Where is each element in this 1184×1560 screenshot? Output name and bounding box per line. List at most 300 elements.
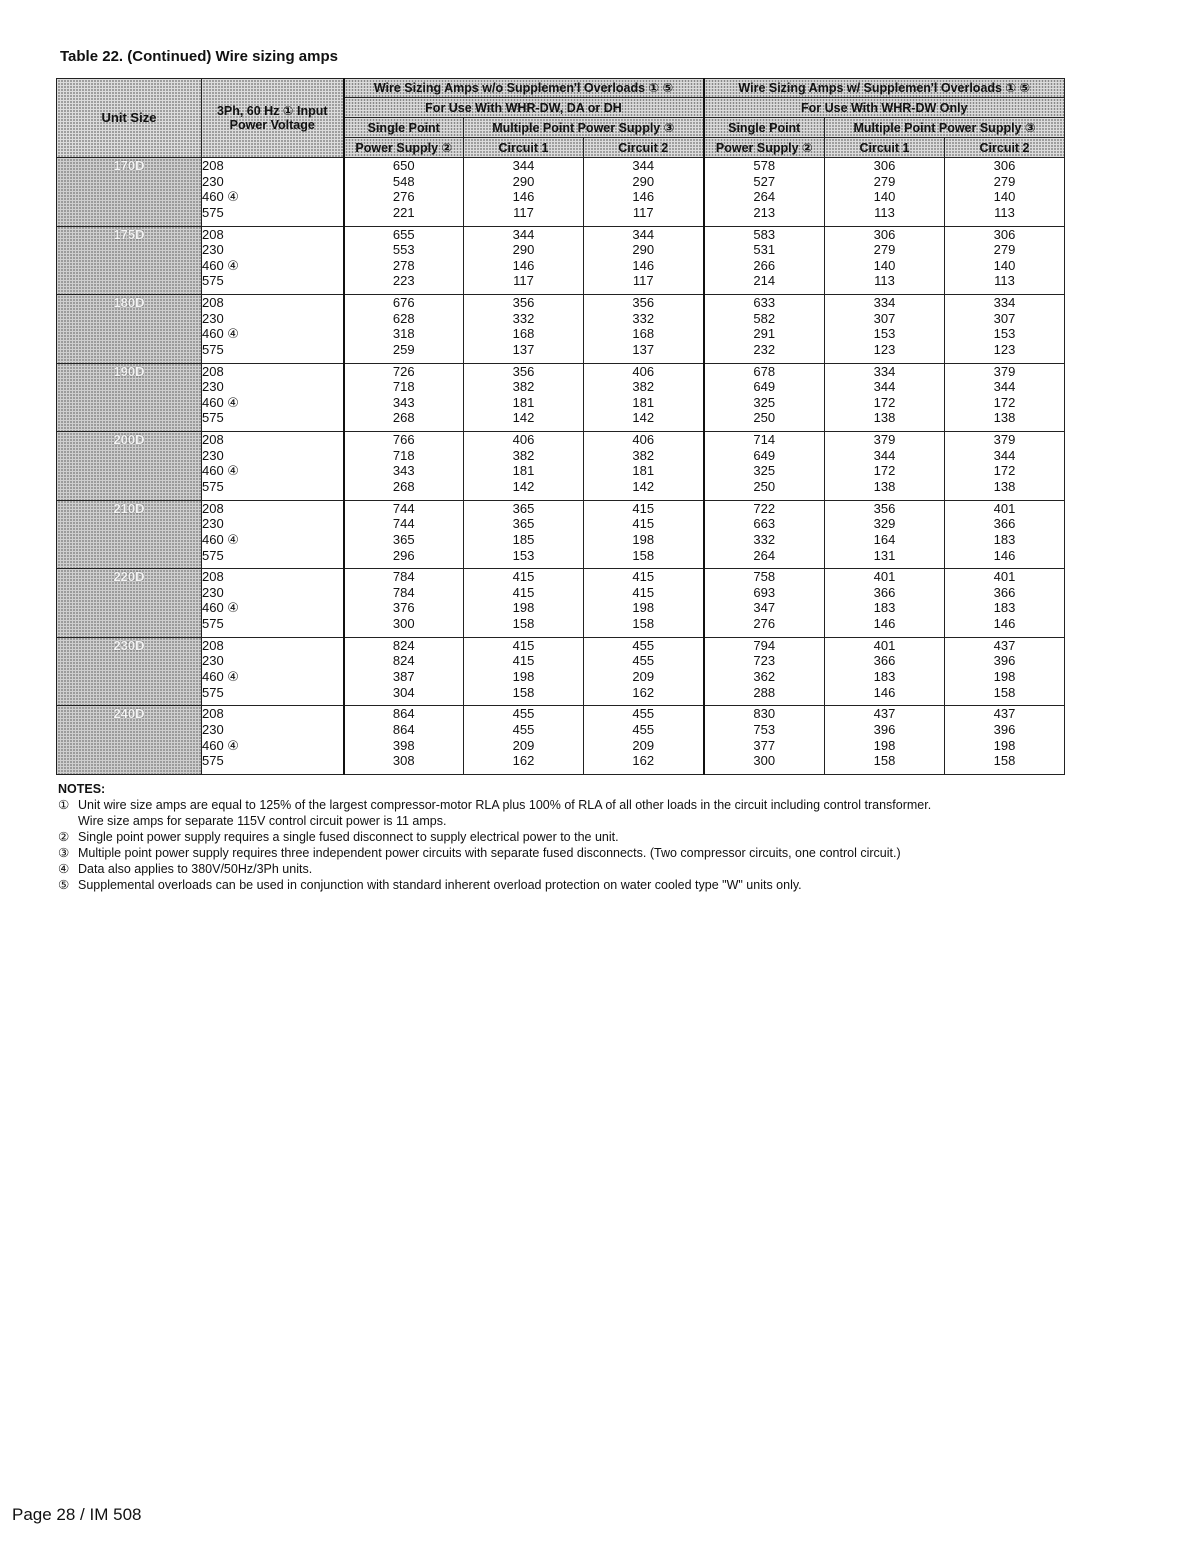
note-4: [58, 861, 1058, 877]
unit-size-cell: 190D: [57, 363, 202, 432]
amp-value: 455: [512, 706, 535, 722]
amp-value: 168: [512, 326, 535, 342]
amp-value: 362: [753, 669, 776, 685]
amp-value: 164: [873, 531, 896, 547]
amp-value: 794: [753, 637, 776, 653]
amp-value: 379: [993, 432, 1016, 448]
amp-value: 744: [392, 500, 415, 516]
amp-value: 172: [873, 463, 896, 479]
voltage-value: 575: [202, 204, 224, 220]
amp-value: 830: [753, 706, 776, 722]
amp-value: 379: [873, 432, 896, 448]
unit-size-cell: 230D: [57, 637, 202, 706]
amp-value: 304: [392, 684, 415, 700]
amp-value: 172: [993, 463, 1016, 479]
amp-value: 376: [392, 600, 415, 616]
multi-point-a-header: Multiple Point Power Supply ③: [464, 118, 704, 138]
amp-value: 583: [753, 226, 776, 242]
amp-value: 113: [874, 273, 895, 289]
table-row: [57, 295, 1065, 364]
amp-value: 415: [512, 569, 535, 585]
c1-b-cell: [825, 226, 945, 295]
c1-b-cell: [825, 637, 945, 706]
note-1-text: Unit wire size amps are equal to 125% of the largest compressor-motor RLA plus 100% of RLA of all other loads in the circuit including control transformer.: [78, 798, 932, 812]
amp-value: 344: [632, 226, 655, 242]
voltage-cell: [202, 432, 344, 501]
amp-value: 387: [392, 669, 415, 685]
c2-b-cell: [945, 226, 1065, 295]
voltage-value: 230: [202, 310, 224, 326]
amp-value: 455: [632, 706, 655, 722]
amp-value: 334: [993, 295, 1016, 311]
amp-value: 334: [873, 295, 896, 311]
amp-value: 296: [392, 547, 415, 563]
notes-heading: NOTES:: [58, 782, 106, 796]
voltage-value: 230: [202, 584, 224, 600]
voltage-value: 575: [202, 616, 224, 632]
voltage-value: 575: [202, 410, 224, 426]
amp-value: 401: [993, 500, 1016, 516]
amp-value: 279: [993, 242, 1016, 258]
amp-value: 113: [874, 204, 895, 220]
amp-value: 406: [512, 432, 535, 448]
voltage-cell: [202, 363, 344, 432]
single-point-b-header: Single Point: [704, 118, 825, 138]
voltage-header-label: 3Ph, 60 Hz ① Input Power Voltage: [216, 104, 328, 132]
amp-value: 250: [753, 478, 776, 494]
amp-value: 415: [632, 500, 655, 516]
c2-a-cell: [584, 226, 704, 295]
c1-a-cell: [464, 637, 584, 706]
amp-value: 290: [632, 173, 655, 189]
amp-value: 824: [392, 653, 415, 669]
amp-value: 864: [392, 706, 415, 722]
unit-size-cell: 200D: [57, 432, 202, 501]
amp-value: 332: [753, 531, 776, 547]
amp-value: 308: [392, 753, 415, 769]
amp-value: 347: [753, 600, 776, 616]
amp-value: 693: [753, 584, 776, 600]
amp-value: 158: [632, 547, 655, 563]
amp-value: 158: [512, 616, 535, 632]
amp-value: 766: [392, 432, 415, 448]
voltage-value: 230: [202, 379, 224, 395]
c2-b-cell: [945, 432, 1065, 501]
group-a-header: Wire Sizing Amps w/o Supplemen'l Overloads ① ⑤: [344, 79, 704, 98]
voltage-value: 460 ④: [202, 257, 239, 273]
amp-value: 259: [392, 341, 415, 357]
amp-value: 276: [753, 616, 776, 632]
amp-value: 181: [632, 394, 655, 410]
amp-value: 628: [392, 310, 415, 326]
amp-value: 649: [753, 379, 776, 395]
amp-value: 138: [873, 410, 896, 426]
amp-value: 548: [392, 173, 415, 189]
amp-value: 198: [993, 669, 1016, 685]
amp-value: 142: [512, 478, 535, 494]
amp-value: 578: [753, 158, 776, 173]
amp-value: 344: [993, 379, 1016, 395]
voltage-value: 460 ④: [202, 394, 239, 410]
amp-value: 198: [873, 737, 896, 753]
amp-value: 168: [632, 326, 655, 342]
note-2-text: Single point power supply requires a single fused disconnect to supply electrical power to the unit.: [78, 830, 619, 844]
amp-value: 356: [632, 295, 655, 311]
amp-value: 344: [512, 226, 535, 242]
c2-a-cell: [584, 295, 704, 364]
c2-a-cell: [584, 158, 704, 227]
voltage-value: 208: [202, 363, 224, 379]
voltage-value: 460 ④: [202, 463, 239, 479]
amp-value: 138: [993, 478, 1016, 494]
voltage-value: 230: [202, 242, 224, 258]
sp-a-cell: [344, 432, 464, 501]
amp-value: 113: [994, 273, 1015, 289]
amp-value: 366: [993, 584, 1016, 600]
amp-value: 676: [392, 295, 415, 311]
amp-value: 142: [632, 410, 655, 426]
amp-value: 344: [632, 158, 655, 173]
amp-value: 718: [392, 447, 415, 463]
amp-value: 379: [993, 363, 1016, 379]
amp-value: 153: [512, 547, 535, 563]
sp-a-cell: [344, 158, 464, 227]
c2-a-cell: [584, 569, 704, 638]
amp-value: 140: [873, 189, 896, 205]
amp-value: 268: [392, 478, 415, 494]
amp-value: 137: [512, 341, 535, 357]
amp-value: 415: [632, 584, 655, 600]
c2-b-cell: [945, 363, 1065, 432]
amp-value: 396: [993, 721, 1016, 737]
voltage-value: 575: [202, 684, 224, 700]
note-4-number: ④: [58, 862, 70, 876]
voltage-value: 208: [202, 295, 224, 311]
amp-value: 332: [632, 310, 655, 326]
amp-value: 279: [873, 242, 896, 258]
amp-value: 415: [632, 516, 655, 532]
amp-value: 415: [512, 584, 535, 600]
c1-b-cell: [825, 158, 945, 227]
sp-b-cell: [704, 363, 825, 432]
amp-value: 401: [873, 569, 896, 585]
amp-value: 650: [392, 158, 415, 173]
amp-value: 123: [873, 341, 896, 357]
amp-value: 264: [753, 547, 776, 563]
voltage-value: 230: [202, 516, 224, 532]
amp-value: 198: [512, 600, 535, 616]
amp-value: 366: [873, 584, 896, 600]
amp-value: 181: [512, 463, 535, 479]
amp-value: 396: [873, 721, 896, 737]
amp-value: 306: [993, 158, 1016, 173]
voltage-value: 208: [202, 569, 224, 585]
amp-value: 250: [753, 410, 776, 426]
amp-value: 146: [632, 257, 655, 273]
amp-value: 209: [632, 737, 655, 753]
c1-a-cell: [464, 706, 584, 775]
amp-value: 318: [392, 326, 415, 342]
amp-value: 553: [392, 242, 415, 258]
circuit2-b-header: Circuit 2: [945, 138, 1065, 158]
amp-value: 181: [512, 394, 535, 410]
amp-value: 266: [753, 257, 776, 273]
amp-value: 158: [512, 684, 535, 700]
amp-value: 264: [753, 189, 776, 205]
voltage-cell: [202, 706, 344, 775]
sp-b-cell: [704, 226, 825, 295]
amp-value: 158: [632, 616, 655, 632]
amp-value: 455: [512, 721, 535, 737]
c1-a-cell: [464, 295, 584, 364]
c2-b-cell: [945, 158, 1065, 227]
note-3: [58, 845, 1058, 861]
amp-value: 455: [632, 637, 655, 653]
amp-value: 300: [753, 753, 776, 769]
table-row: [57, 637, 1065, 706]
amp-value: 300: [392, 616, 415, 632]
amp-value: 356: [873, 500, 896, 516]
amp-value: 117: [513, 273, 534, 289]
amp-value: 332: [512, 310, 535, 326]
note-1-text-cont: Wire size amps for separate 115V control circuit power is 11 amps.: [78, 814, 447, 828]
amp-value: 185: [512, 531, 535, 547]
amp-value: 138: [993, 410, 1016, 426]
voltage-value: 208: [202, 706, 224, 722]
note-1: [58, 797, 1058, 829]
c2-a-cell: [584, 432, 704, 501]
amp-value: 382: [632, 447, 655, 463]
voltage-value: 208: [202, 500, 224, 516]
c1-a-cell: [464, 432, 584, 501]
amp-value: 290: [512, 242, 535, 258]
voltage-value: 575: [202, 753, 224, 769]
sp-b-cell: [704, 500, 825, 569]
amp-value: 181: [632, 463, 655, 479]
amp-value: 415: [632, 569, 655, 585]
note-1-number: ①: [58, 798, 70, 812]
circuit1-b-header: Circuit 1: [825, 138, 945, 158]
c1-b-cell: [825, 295, 945, 364]
table-row: [57, 363, 1065, 432]
amp-value: 209: [512, 737, 535, 753]
amp-value: 437: [993, 637, 1016, 653]
c1-b-cell: [825, 569, 945, 638]
table-row: [57, 500, 1065, 569]
amp-value: 633: [753, 295, 776, 311]
amp-value: 306: [873, 158, 896, 173]
amp-value: 146: [993, 616, 1016, 632]
sp-b-cell: [704, 158, 825, 227]
c1-a-cell: [464, 158, 584, 227]
amp-value: 288: [753, 684, 776, 700]
amp-value: 183: [873, 600, 896, 616]
amp-value: 117: [632, 204, 654, 220]
amp-value: 162: [632, 753, 655, 769]
sp-a-cell: [344, 569, 464, 638]
amp-value: 183: [873, 669, 896, 685]
amp-value: 307: [873, 310, 896, 326]
amp-value: 183: [993, 531, 1016, 547]
amp-value: 401: [993, 569, 1016, 585]
note-5-number: ⑤: [58, 878, 70, 892]
amp-value: 146: [993, 547, 1016, 563]
amp-value: 343: [392, 463, 415, 479]
table-row: [57, 706, 1065, 775]
c1-b-cell: [825, 432, 945, 501]
table-row: [57, 226, 1065, 295]
c1-b-cell: [825, 500, 945, 569]
amp-value: 649: [753, 447, 776, 463]
amp-value: 290: [632, 242, 655, 258]
amp-value: 344: [873, 447, 896, 463]
c1-b-cell: [825, 706, 945, 775]
amp-value: 415: [512, 653, 535, 669]
c1-b-cell: [825, 363, 945, 432]
voltage-value: 208: [202, 637, 224, 653]
page-footer: Page 28 / IM 508: [12, 1505, 142, 1524]
amp-value: 784: [392, 584, 415, 600]
table-title: Table 22. (Continued) Wire sizing amps: [60, 48, 338, 65]
unit-size-cell: 240D: [57, 706, 202, 775]
amp-value: 158: [993, 684, 1016, 700]
amp-value: 365: [512, 500, 535, 516]
amp-value: 382: [512, 379, 535, 395]
amp-value: 278: [392, 257, 415, 273]
power-supply-b-header: Power Supply ②: [704, 138, 825, 158]
unit-size-cell: 175D: [57, 226, 202, 295]
voltage-cell: [202, 158, 344, 227]
amp-value: 325: [753, 463, 776, 479]
voltage-value: 208: [202, 158, 224, 173]
amp-value: 306: [993, 226, 1016, 242]
multi-point-b-header: Multiple Point Power Supply ③: [825, 118, 1065, 138]
amp-value: 153: [873, 326, 896, 342]
amp-value: 655: [392, 226, 415, 242]
sp-a-cell: [344, 706, 464, 775]
voltage-cell: [202, 295, 344, 364]
unit-size-cell: 220D: [57, 569, 202, 638]
amp-value: 527: [753, 173, 776, 189]
amp-value: 758: [753, 569, 776, 585]
amp-value: 455: [632, 721, 655, 737]
amp-value: 344: [993, 447, 1016, 463]
amp-value: 276: [392, 189, 415, 205]
amp-value: 158: [873, 753, 896, 769]
c2-b-cell: [945, 637, 1065, 706]
amp-value: 744: [392, 516, 415, 532]
amp-value: 437: [873, 706, 896, 722]
unit-size-header-label: Unit Size: [101, 110, 157, 125]
sp-a-cell: [344, 500, 464, 569]
amp-value: 198: [512, 669, 535, 685]
voltage-value: 460 ④: [202, 326, 239, 342]
amp-value: 172: [993, 394, 1016, 410]
circuit2-a-header: Circuit 2: [584, 138, 704, 158]
amp-value: 123: [993, 341, 1016, 357]
amp-value: 142: [512, 410, 535, 426]
note-2: [58, 829, 1058, 845]
note-3-text: Multiple point power supply requires three independent power circuits with separate fused disconnects. (Two compressor circuits, one control circuit.): [78, 846, 901, 860]
amp-value: 398: [392, 737, 415, 753]
amp-value: 722: [753, 500, 776, 516]
amp-value: 162: [632, 684, 655, 700]
sp-a-cell: [344, 637, 464, 706]
c2-b-cell: [945, 706, 1065, 775]
amp-value: 365: [512, 516, 535, 532]
amp-value: 406: [632, 432, 655, 448]
table-row: [57, 569, 1065, 638]
amp-value: 140: [993, 189, 1016, 205]
amp-value: 329: [873, 516, 896, 532]
amp-value: 291: [753, 326, 776, 342]
sp-a-cell: [344, 295, 464, 364]
amp-value: 213: [753, 204, 776, 220]
amp-value: 356: [512, 363, 535, 379]
note-5-text: Supplemental overloads can be used in conjunction with standard inherent overload protection on water cooled type "W" units only.: [78, 878, 802, 892]
amp-value: 137: [632, 341, 655, 357]
amp-value: 117: [513, 204, 534, 220]
amp-value: 290: [512, 173, 535, 189]
wire-sizing-table: [56, 78, 1065, 775]
amp-value: 131: [873, 547, 896, 563]
c1-a-cell: [464, 226, 584, 295]
amp-value: 396: [993, 653, 1016, 669]
amp-value: 279: [993, 173, 1016, 189]
amp-value: 146: [632, 189, 655, 205]
table-body: [57, 158, 1065, 775]
amp-value: 198: [632, 600, 655, 616]
amp-value: 146: [873, 684, 896, 700]
table-row: [57, 432, 1065, 501]
note-4-text: Data also applies to 380V/50Hz/3Ph units.: [78, 862, 313, 876]
amp-value: 382: [512, 447, 535, 463]
amp-value: 437: [993, 706, 1016, 722]
c2-a-cell: [584, 637, 704, 706]
voltage-value: 460 ④: [202, 600, 239, 616]
group-b-header: Wire Sizing Amps w/ Supplemen'l Overloads ① ⑤: [704, 79, 1065, 98]
voltage-value: 230: [202, 721, 224, 737]
amp-value: 356: [512, 295, 535, 311]
sp-b-cell: [704, 569, 825, 638]
power-supply-a-header: Power Supply ②: [344, 138, 464, 158]
amp-value: 221: [392, 204, 415, 220]
amp-value: 401: [873, 637, 896, 653]
voltage-value: 208: [202, 226, 224, 242]
amp-value: 214: [753, 273, 776, 289]
voltage-cell: [202, 226, 344, 295]
amp-value: 678: [753, 363, 776, 379]
amp-value: 723: [753, 653, 776, 669]
amp-value: 531: [753, 242, 776, 258]
unit-size-cell: 170D: [57, 158, 202, 227]
amp-value: 146: [512, 189, 535, 205]
amp-value: 344: [873, 379, 896, 395]
amp-value: 455: [632, 653, 655, 669]
amp-value: 415: [512, 637, 535, 653]
c2-a-cell: [584, 363, 704, 432]
unit-size-header: [57, 79, 202, 158]
amp-value: 146: [873, 616, 896, 632]
voltage-value: 230: [202, 447, 224, 463]
amp-value: 377: [753, 737, 776, 753]
sp-b-cell: [704, 432, 825, 501]
amp-value: 582: [753, 310, 776, 326]
sp-a-cell: [344, 363, 464, 432]
amp-value: 382: [632, 379, 655, 395]
c2-b-cell: [945, 500, 1065, 569]
amp-value: 198: [993, 737, 1016, 753]
